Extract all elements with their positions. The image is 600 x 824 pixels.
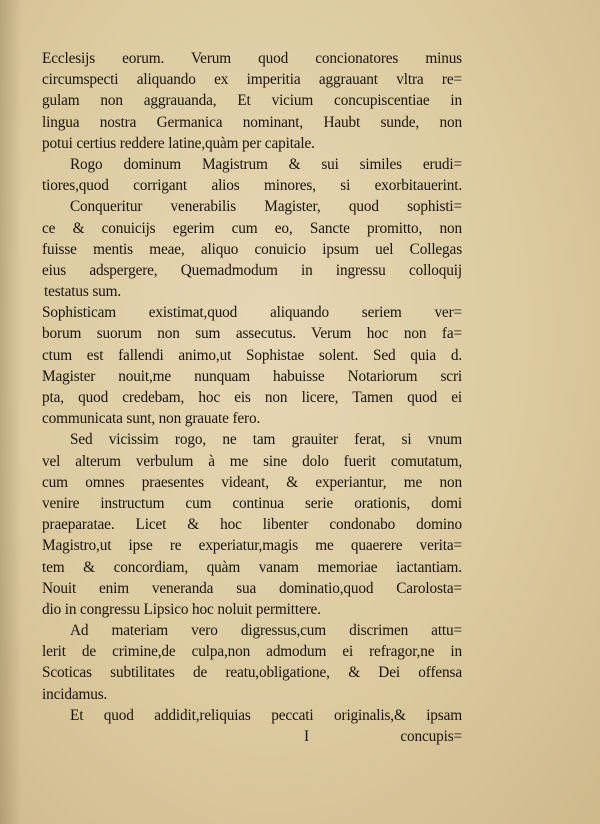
text-line: pta, quod credebam, hoc eis non licere, Tamen quod ei [42,389,462,406]
text-line: venire instructum cum continua serie orationis, domi [42,494,462,512]
text-line: lingua nostra Germanica nominant, Haubt sunde, non [42,113,462,131]
text-line: Ad materiam vero digressus,cum discrimen attu= [70,622,462,640]
signature-row [42,726,462,747]
text-line: Rogo dominum Magistrum & sui similes erudi= [70,155,462,173]
page-gutter-shadow [0,0,22,824]
text-line: eius adspergere, Quemadmodum in ingressu colloquij [42,261,462,279]
text-line: Et quod addidit,reliquias peccati originalis,& ipsam [70,706,462,724]
text-line: ce & conuicijs egerim cum eo, Sancte promitto, non [42,219,462,237]
text-lines [42,48,462,726]
text-line: Nouit enim veneranda sua dominatio,quod Carolosta= [42,579,462,597]
text-line: fuisse mentis meae, aliquo conuicio ipsum uel Collegas [42,240,462,258]
text-line: testatus sum. [44,283,122,301]
text-line: Scoticas subtilitates de reatu,obligatione, & Dei offensa [42,664,462,682]
text-line: tiores,quod corrigant alios minores, si exorbitauerint. [42,177,462,195]
text-line: Magister nouit,me nunquam habuisse Notariorum scri [42,367,462,385]
text-line: Magistro,ut ipse re experiatur,magis me quaerere verita= [42,537,462,555]
text-line: lerit de crimine,de culpa,non admodum ei refragor,ne in [42,643,462,661]
text-line: borum suorum non sum assecutus. Verum hoc non fa= [42,325,462,343]
catchword: concupis= [400,728,462,745]
text-line: cum omnes praesentes videant, & experiantur, me non [42,473,462,491]
text-line: ctum est fallendi animo,ut Sophistae solent. Sed quia d. [42,346,462,364]
text-line: dio in congressu Lipsico hoc noluit permittere. [42,600,321,618]
text-line: Sophisticam existimat,quod aliquando seriem ver= [42,304,462,322]
text-line: Sed vicissim rogo, ne tam grauiter ferat, si vnum [70,431,462,449]
text-line: gulam non aggrauanda, Et vicium concupiscentiae in [42,92,462,110]
text-line: Ecclesijs eorum. Verum quod concionatores minus [42,50,462,67]
text-line: circumspecti aliquando ex imperitia aggrauant vltra re= [42,71,462,89]
signature-mark: I [304,728,309,745]
text-line: incidamus. [42,685,108,703]
text-line: tem & concordiam, quàm vanam memoriae iactantiam. [42,558,462,576]
text-line: potui certius reddere latine,quàm per capitale. [42,134,315,152]
text-line: Conqueritur venerabilis Magister, quod sophisti= [70,198,462,216]
text-line: vel alterum verbulum à me sine dolo fuerit comutatum, [42,452,462,470]
text-block [42,48,462,747]
text-line: praeparatae. Licet & hoc libenter condonabo domino [42,516,462,534]
text-line: communicata sunt, non grauate fero. [42,410,261,428]
